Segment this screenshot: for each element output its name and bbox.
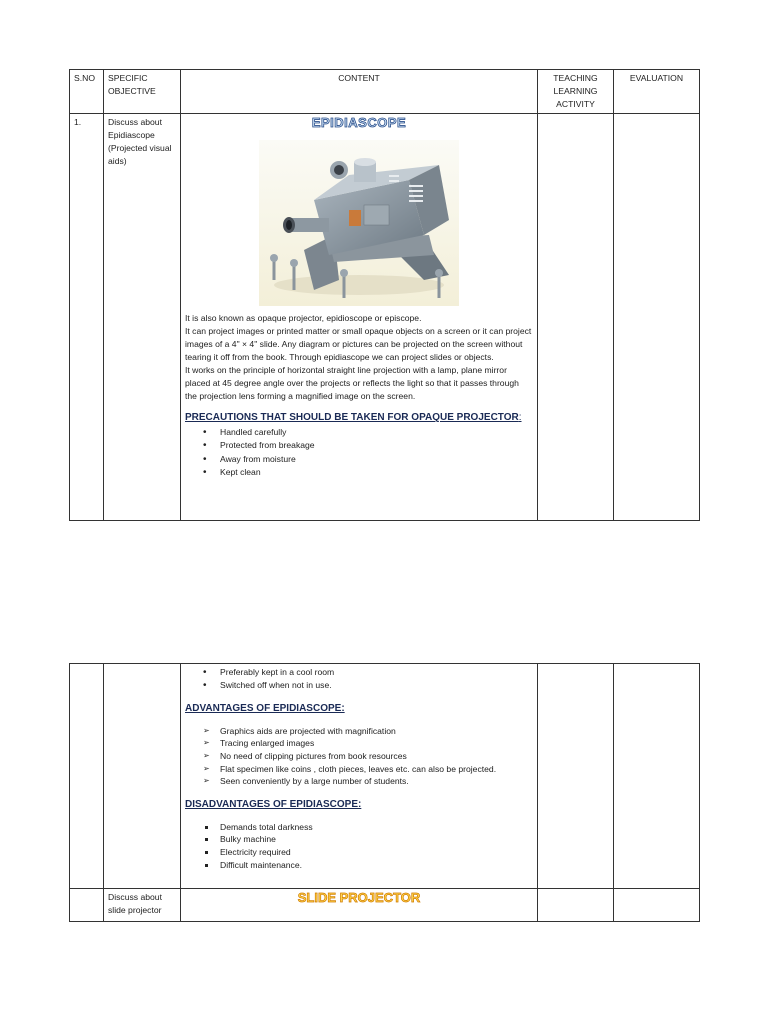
list-item: Bulky machine <box>185 833 533 846</box>
list-item: • Handled carefully <box>185 426 533 439</box>
paragraph-also-known: It is also known as opaque projector, epidioscope or episcope. <box>185 313 422 323</box>
header-objective: SPECIFIC OBJECTIVE <box>104 70 181 114</box>
list-item: ➢ Flat specimen like coins , cloth pieces, leaves etc. can also be projected. <box>185 763 533 776</box>
list-item: ➢ Tracing enlarged images <box>185 737 533 750</box>
lesson-plan-table-page1 <box>69 69 700 521</box>
table-row <box>70 114 700 521</box>
row-sno <box>70 889 104 922</box>
list-item: • Preferably kept in a cool room <box>185 666 533 679</box>
row-sno <box>70 664 104 889</box>
row-objective <box>104 664 181 889</box>
row-evaluation <box>614 114 700 521</box>
row-objective: Discuss about Epidiascope (Projected visual aids) <box>104 114 181 521</box>
table-row <box>70 664 700 889</box>
precautions-heading: PRECAUTIONS THAT SHOULD BE TAKEN FOR OPAQUE PROJECTOR <box>185 412 519 423</box>
paragraph-can-project: It can project images or printed matter or small opaque objects on a screen or it can project images of a 4" × 4" slide. Any diagram or pictures can be projected on the screen without tearing it off from the book. Through epidiascope we can project slides or objects. <box>185 326 532 362</box>
row-teaching <box>538 889 614 922</box>
header-sno: S.NO <box>70 70 104 114</box>
list-item: • Away from moisture <box>185 453 533 466</box>
row-content <box>181 114 538 521</box>
list-item: Demands total darkness <box>185 821 533 834</box>
header-row <box>70 70 700 114</box>
precautions-colon: : <box>518 412 522 423</box>
header-content: CONTENT <box>181 70 538 114</box>
row-content <box>181 889 538 922</box>
header-evaluation: EVALUATION <box>614 70 700 114</box>
row-content <box>181 664 538 889</box>
row-teaching <box>538 664 614 889</box>
epidiascope-photo <box>259 140 459 306</box>
disadvantages-heading: DISADVANTAGES OF EPIDIASCOPE: <box>185 798 362 810</box>
list-item: Difficult maintenance. <box>185 859 533 872</box>
header-teaching: TEACHING LEARNING ACTIVITY <box>538 70 614 114</box>
row-evaluation <box>614 889 700 922</box>
section-title-slide-projector: SLIDE PROJECTOR <box>297 890 421 905</box>
paragraph-principle: It works on the principle of horizontal straight line projection with a lamp, plane mirror placed at 45 degree angle over the projects or reflects the light so that it passes through the projection lens forming a magnified image on the screen. <box>185 365 519 401</box>
lesson-plan-table-page2 <box>69 663 700 922</box>
list-item: ➢ No need of clipping pictures from book resources <box>185 750 533 763</box>
table-row <box>70 889 700 922</box>
list-item: • Switched off when not in use. <box>185 679 533 692</box>
row-objective: Discuss about slide projector <box>104 889 181 922</box>
precautions-heading-line <box>185 411 533 424</box>
advantages-list <box>185 725 533 788</box>
section-title-epidiascope: EPIDIASCOPE <box>311 115 407 130</box>
list-item: ➢ Graphics aids are projected with magnification <box>185 725 533 738</box>
list-item: • Protected from breakage <box>185 439 533 452</box>
advantages-heading: ADVANTAGES OF EPIDIASCOPE: <box>185 702 345 714</box>
row-evaluation <box>614 664 700 889</box>
precautions-list-continued <box>185 666 533 693</box>
row-sno: 1. <box>70 114 104 521</box>
list-item: • Kept clean <box>185 466 533 479</box>
disadvantages-list <box>185 821 533 871</box>
list-item: Electricity required <box>185 846 533 859</box>
list-item: ➢ Seen conveniently by a large number of students. <box>185 775 533 788</box>
precautions-list <box>185 426 533 480</box>
row-teaching <box>538 114 614 521</box>
